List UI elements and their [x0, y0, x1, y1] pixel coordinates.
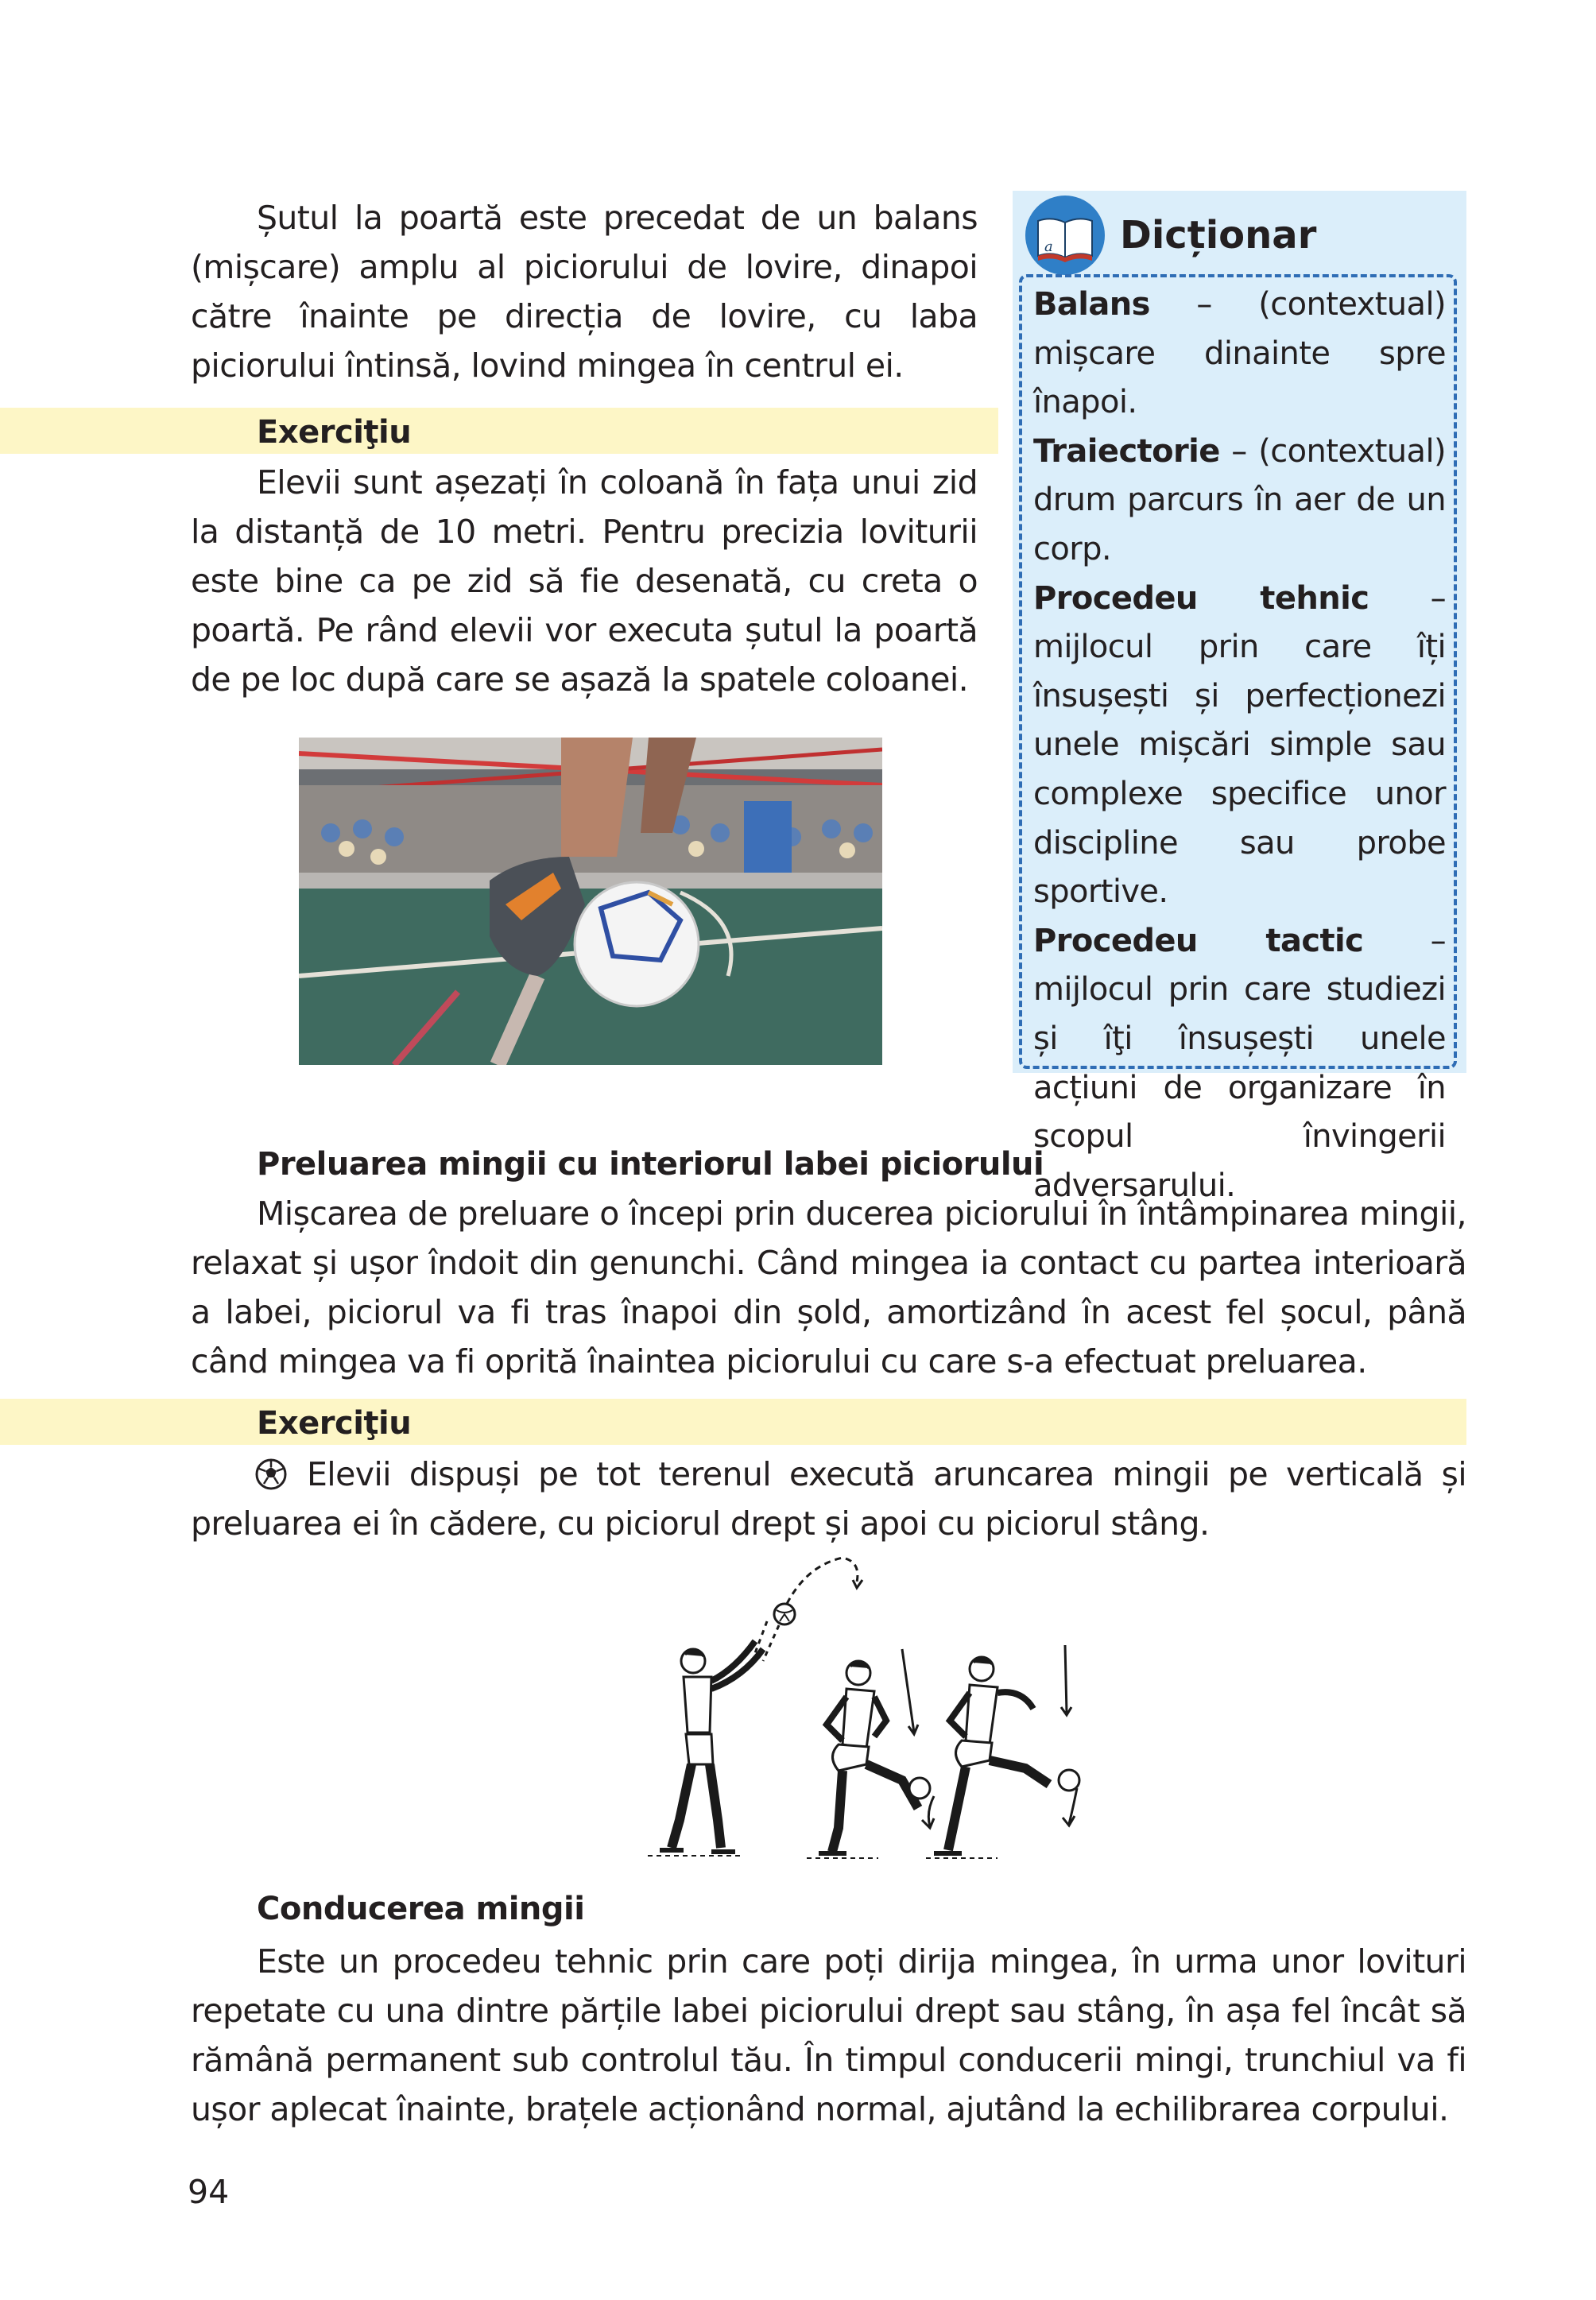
book-icon: [1024, 194, 1107, 277]
dictionary-definition: – (contextual) mișcare dinainte spre înapoi.: [1033, 286, 1446, 421]
exercise-block: [191, 1450, 1466, 1548]
page-number: 94: [188, 2173, 230, 2211]
dictionary-definition: – (contextual) drum parcurs în aer de un corp.: [1033, 432, 1446, 567]
dictionary-body: [1019, 274, 1457, 1204]
section-block: [191, 1189, 1466, 1386]
exercise-band: [0, 408, 998, 454]
players-illustration: [648, 1550, 1093, 1860]
exercise-paragraph: Elevii dispuși pe tot terenul execută aruncarea mingii pe verticală și preluarea ei în cădere, cu piciorul drept și apoi cu piciorul stâng.: [191, 1455, 1466, 1543]
dictionary-entry: [1033, 917, 1446, 1211]
section-paragraph: Mișcarea de preluare o începi prin ducerea piciorului în întâmpinarea mingii, relaxat și ușor îndoit din genunchi. Când mingea ia contact cu partea interioară a labei, piciorul va fi tras înapoi din șold, amortizând în acest fel șocul, până când mingea va fi oprită înaintea piciorului cu care s-a efectuat preluarea.: [191, 1195, 1466, 1380]
dictionary-header: [1013, 191, 1466, 274]
dictionary-entry: [1033, 428, 1446, 575]
dictionary-term: Balans: [1033, 286, 1150, 323]
svg-text:a: a: [1044, 238, 1053, 255]
exercise-heading: Exerciţiu: [257, 414, 412, 451]
dictionary-definition: – mijlocul prin care studiezi și îţi însușești unele acțiuni de organizare în scopul învingerii adversarului.: [1033, 922, 1446, 1204]
dictionary-term: Traiectorie: [1033, 432, 1220, 470]
intro-paragraph: Șutul la poartă este precedat de un balans (mișcare) amplu al piciorului de lovire, dinapoi către înainte pe direcția de lovire, cu laba piciorului întinsă, lovind mingea în centrul ei.: [191, 199, 978, 385]
dictionary-box: [1013, 191, 1466, 1204]
exercise-heading: Exerciţiu: [257, 1405, 412, 1442]
section-heading: Conducerea mingii: [257, 1891, 585, 1927]
exercise-band: [0, 1399, 1466, 1445]
exercise-paragraph: Elevii sunt așezați în coloană în fața unui zid la distanță de 10 metri. Pentru precizia loviturii este bine ca pe zid să fie desenată, cu creta o poartă. Pe rând elevii vor executa șutul la poartă de pe loc după care se așază la spatele coloanei.: [191, 463, 978, 699]
intro-block: [191, 193, 978, 390]
dictionary-definition: – mijlocul prin care îți însușești și perfecționezi unele mișcări simple sau complexe specifice unor discipline sau probe sportive.: [1033, 579, 1447, 911]
section-block: [191, 1937, 1466, 2134]
dictionary-entry: [1033, 575, 1446, 917]
dictionary-term: Procedeu tehnic: [1033, 579, 1369, 617]
futsal-shot-image: [299, 738, 882, 1065]
section-heading: Preluarea mingii cu interiorul labei piciorului: [257, 1146, 1044, 1183]
dictionary-entry: [1033, 281, 1446, 428]
section-paragraph: Este un procedeu tehnic prin care poți dirija mingea, în urma unor lovituri repetate cu una dintre părțile labei piciorului drept sau stâng, în așa fel încât să rămână permanent sub controlul tău. În timpul conducerii mingi, trunchiul va fi ușor aplecat înainte, brațele acționând normal, ajutând la echilibrarea corpului.: [191, 1942, 1466, 2128]
futsal-photo: [299, 738, 882, 1065]
dictionary-title: Dicționar: [1120, 213, 1317, 257]
soccer-ball-icon: [254, 1458, 288, 1491]
exercise-block: [191, 458, 978, 704]
dictionary-term: Procedeu tactic: [1033, 922, 1364, 959]
